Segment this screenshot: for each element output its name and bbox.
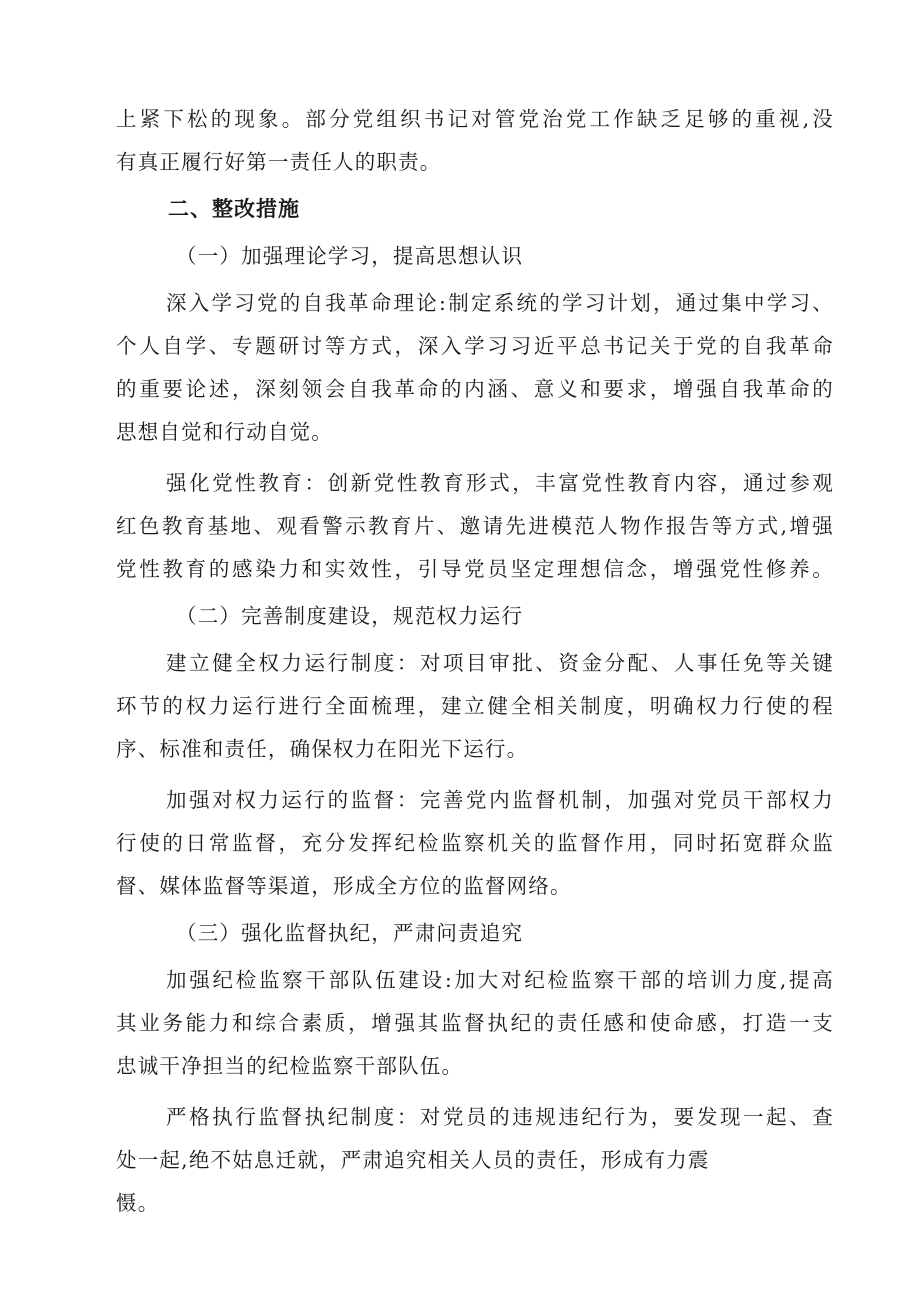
text-line: 建立健全权力运行制度：对项目审批、资金分配、人事任免等关键: [166, 651, 834, 675]
paragraph-theory-study: [116, 282, 834, 454]
subsection-heading-3: （三）强化监督执纪，严肃问责追究: [176, 921, 524, 945]
text-line: 忠诚干净担当的纪检监察干部队伍。: [116, 1054, 464, 1078]
text-line: 序、标准和责任，确保权力在阳光下运行。: [116, 737, 529, 761]
text-line: 红色教育基地、观看警示教育片、邀请先进模范人物作报告等方式,增强: [116, 514, 834, 538]
paragraph-power-supervision: [116, 779, 834, 908]
text-line: 加强纪检监察干部队伍建设:加大对纪检监察干部的培训力度,提高: [166, 968, 834, 992]
text-line: 个人自学、专题研讨等方式，深入学习习近平总书记关于党的自我革命: [116, 334, 834, 358]
text-line: 行使的日常监督，充分发挥纪检监察机关的监督作用，同时拓宽群众监: [116, 831, 834, 855]
text-line: 加强对权力运行的监督：完善党内监督机制，加强对党员干部权力: [166, 788, 834, 812]
subsection-heading-2: （二）完善制度建设，规范权力运行: [176, 604, 524, 628]
paragraph-inspection-team: [116, 959, 834, 1088]
subsection-heading-1: （一）加强理论学习，提高思想认识: [176, 244, 524, 268]
text-line: 上紧下松的现象。部分党组织书记对管党治党工作缺乏足够的重视,没: [116, 107, 834, 131]
text-line: 强化党性教育：创新党性教育形式，丰富党性教育内容，通过参观: [166, 471, 834, 495]
text-line: 思想自觉和行动自觉。: [116, 420, 333, 444]
text-line: 党性教育的感染力和实效性，引导党员坚定理想信念，增强党性修养。: [116, 557, 834, 581]
paragraph-discipline-enforcement: [116, 1096, 834, 1225]
section-heading: 二、整改措施: [168, 197, 300, 221]
paragraph-party-education: [116, 462, 834, 591]
text-line: 其业务能力和综合素质，增强其监督执纪的责任感和使命感，打造一支: [116, 1011, 834, 1035]
text-line: 严格执行监督执纪制度：对党员的违规违纪行为，要发现一起、查: [166, 1105, 834, 1129]
text-line: 环节的权力运行进行全面梳理，建立健全相关制度，明确权力行使的程: [116, 694, 834, 718]
text-line: 督、媒体监督等渠道，形成全方位的监督网络。: [116, 874, 572, 898]
text-line: 有真正履行好第一责任人的职责。: [116, 150, 442, 174]
text-line: 深入学习党的自我革命理论:制定系统的学习计划，通过集中学习、: [166, 291, 834, 315]
text-line: 的重要论述，深刻领会自我革命的内涵、意义和要求，增强自我革命的: [116, 377, 834, 401]
text-line: 处一起,绝不姑息迁就，严肃追究相关人员的责任，形成有力震: [116, 1148, 710, 1172]
paragraph-power-system: [116, 642, 834, 771]
paragraph-continued: [116, 98, 834, 184]
text-line: 慑。: [116, 1191, 160, 1215]
